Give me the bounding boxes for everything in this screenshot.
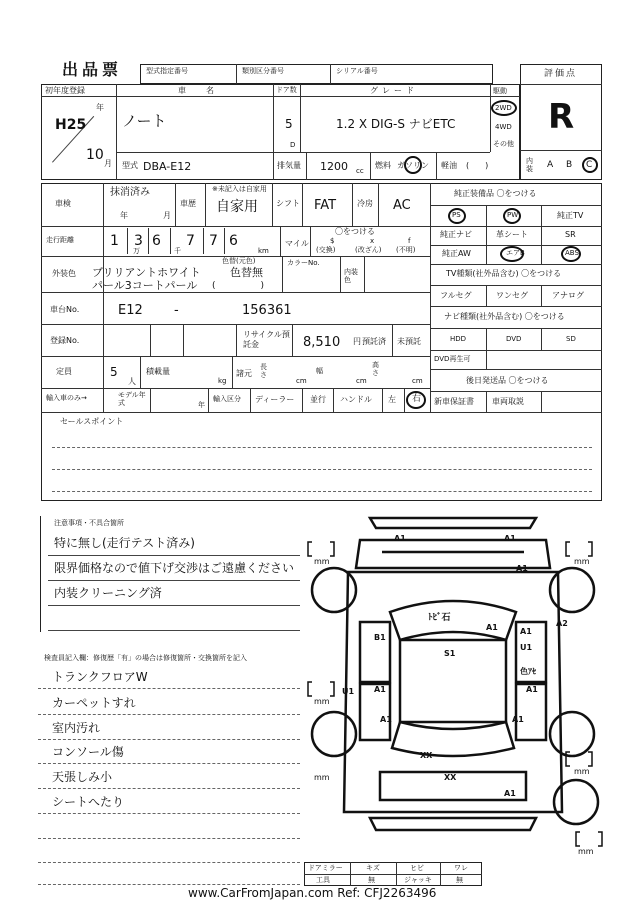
model-value: DBA-E12 (143, 160, 192, 173)
legend-break: ワレ (454, 864, 468, 872)
handle-right[interactable]: 右 (412, 394, 422, 404)
name-label: 車 名 (178, 86, 220, 95)
dims-label: 諸元 (236, 369, 252, 378)
header-id-box (140, 64, 493, 84)
recycle-paid[interactable]: 預託済 (362, 337, 386, 346)
color-no-label: カラーNo. (287, 259, 320, 267)
recycle-value: 8,510 (303, 335, 341, 350)
caution-line-1: 特に無し(走行テスト済み) (54, 536, 195, 550)
airbag-circle (500, 246, 524, 262)
caution-label: 注意事項・不具合箇所 (54, 519, 124, 527)
displacement-label: 排気量 (277, 161, 301, 170)
model-year-unit: 年 (198, 401, 205, 409)
inspector-line-4: コンソール傷 (52, 745, 124, 759)
parallel[interactable]: 並行 (310, 395, 326, 404)
caution-line-2: 限界価格なので値下げ交渉はご遠慮ください (54, 561, 295, 575)
chassis-number: 156361 (242, 303, 292, 318)
legend-scratch: キズ (366, 864, 380, 872)
height-unit: cm (412, 377, 423, 385)
recycle-label: リサイクル預託金 (243, 330, 290, 349)
mileage-label: 走行距離 (46, 236, 74, 244)
inspection-label: 車検 (55, 199, 71, 208)
model-year-label: モデル年式 (118, 391, 146, 407)
usage-value: 自家用 (216, 199, 258, 215)
mark-5: A1 (486, 623, 498, 632)
load-label: 積載量 (146, 367, 170, 376)
length-label: 長さ (260, 363, 267, 379)
inspection-value: 抹消済み (110, 187, 150, 198)
dealer[interactable]: ディーラー (255, 395, 295, 404)
legend-mirror: ドアミラー (308, 864, 343, 872)
mark-4: ﾄﾋﾞ石 (428, 613, 451, 623)
mm-label-2: mm (574, 557, 590, 566)
mark-11: 色ｱｾ (520, 667, 536, 676)
drive-2wd[interactable]: 2WD (495, 104, 512, 112)
mark-x: x (370, 237, 375, 245)
width-unit: cm (356, 377, 367, 385)
load-unit: kg (218, 377, 227, 385)
seats-unit: 人 (128, 377, 136, 386)
inspector-line-1: トランクフロアW (52, 670, 148, 684)
handle-circle (406, 391, 426, 409)
fuel-other[interactable]: ( ) (466, 161, 489, 170)
interior-label: 内装 (526, 157, 533, 173)
month-unit: 月 (104, 159, 112, 168)
usage-note: ※未記入は自家用 (212, 185, 267, 193)
opt-genuine-navi[interactable]: 純正ナビ (440, 230, 472, 239)
mark-14: A1 (374, 685, 386, 694)
category-label: 類別区分番号 (242, 67, 284, 75)
mark-exchange[interactable]: (交換) (316, 246, 336, 254)
chassis-label: 車台No. (50, 305, 80, 314)
color-value-1: ブリリアントホワイト (92, 266, 201, 279)
displacement-value: 1200 (320, 160, 348, 173)
mark-12: A1 (526, 685, 538, 694)
fuel-diesel[interactable]: 軽油 (441, 161, 457, 170)
ps-circle (448, 208, 466, 224)
grade-label: グレード (370, 86, 418, 95)
mileage-digit-2: 3 (134, 233, 143, 249)
interior-color-label: 内装色 (344, 268, 358, 285)
manual[interactable]: 車両取説 (492, 397, 524, 406)
mark-7: B1 (374, 633, 386, 642)
color-label: 外装色 (52, 269, 76, 278)
inspection-month-unit: 月 (163, 211, 171, 220)
abs-circle (561, 246, 581, 262)
mm-label-1: mm (314, 557, 330, 566)
navi-title: ナビ種類(社外品含む) 〇をつける (444, 312, 565, 321)
import-label: 輸入車のみ→ (46, 394, 87, 402)
mileage-digit-5: 7 (209, 233, 218, 249)
warranty[interactable]: 新車保証書 (434, 397, 474, 406)
ac-label: 冷房 (357, 199, 373, 208)
pw-circle (503, 208, 521, 224)
mark-10: A1 (520, 627, 532, 636)
navi-hdd[interactable]: HDD (450, 335, 467, 343)
legend-crack: ヒビ (410, 864, 424, 872)
doors-value: 5 (285, 117, 293, 131)
fuel-gas[interactable]: ガソリン (397, 161, 429, 170)
import-type-label: 輸入区分 (213, 395, 241, 403)
fuel-label: 燃料 (375, 161, 391, 170)
mark-6: A2 (556, 619, 568, 628)
seats-value: 5 (110, 365, 118, 379)
tv-oneseg[interactable]: ワンセグ (496, 291, 528, 300)
shift-value: FAT (314, 198, 337, 213)
opt-airbag[interactable]: エアB (506, 249, 525, 257)
rating-label: 評価点 (544, 69, 578, 79)
color-change-value: 色替無 (230, 266, 263, 279)
inspector-line-5: 天張しみ小 (52, 770, 113, 784)
mark-16: A1 (512, 715, 524, 724)
first-reg-year: H25 (55, 117, 87, 133)
mile-label: マイル (285, 239, 309, 248)
opt-pw[interactable]: PW (507, 211, 519, 219)
dvd-player[interactable]: DVD再生可 (434, 355, 471, 363)
doors-label: ドア数 (276, 86, 297, 94)
mileage-digit-6: 6 (229, 233, 238, 249)
year-unit: 年 (96, 103, 104, 112)
mm-label-4: mm (314, 773, 330, 782)
drive-other[interactable]: その他 (493, 140, 514, 148)
model-label: 型式 (122, 161, 138, 170)
mark-13: U1 (342, 687, 355, 696)
handle-left[interactable]: 左 (388, 395, 396, 404)
interior-b[interactable]: B (566, 160, 573, 170)
legend-jack: ジャッキ (404, 876, 432, 884)
handle-label: ハンドル (340, 395, 372, 404)
shift-label: シフト (276, 199, 300, 208)
inspection-year-unit: 年 (120, 211, 128, 220)
mark-18: XX (444, 773, 457, 782)
page-title: 出品票 (62, 60, 123, 79)
model-cert-label: 型式指定番号 (146, 67, 188, 75)
drive-4wd[interactable]: 4WD (495, 123, 512, 131)
opt-abs[interactable]: ABS (565, 249, 579, 257)
mark-9: U1 (520, 643, 533, 652)
tv-analog[interactable]: アナログ (552, 291, 584, 300)
chassis-dash: - (174, 303, 179, 318)
caution-line-3: 内装クリーニング済 (54, 586, 162, 600)
interior-c[interactable]: C (586, 160, 593, 170)
height-label: 高さ (372, 361, 379, 377)
mark-3: A1 (516, 564, 528, 573)
length-unit: cm (296, 377, 307, 385)
opt-genuine-tv[interactable]: 純正TV (557, 211, 584, 220)
mm-label-3: mm (314, 697, 330, 706)
navi-dvd[interactable]: DVD (506, 335, 522, 343)
sales-point-label: セールスポイント (60, 417, 124, 426)
displacement-unit: cc (356, 167, 364, 175)
mark-altered[interactable]: (改ざん) (355, 246, 382, 254)
serial-label: シリアル番号 (336, 67, 378, 75)
opt-sr[interactable]: SR (565, 230, 576, 239)
inspector-line-3: 室内汚れ (52, 721, 101, 735)
ac-value: AC (393, 198, 411, 213)
grade-value: 1.2 X DIG-S ナビETC (336, 117, 456, 131)
man-unit: 万 (133, 247, 140, 255)
color-value-2: パール3コートパール (92, 279, 198, 292)
first-reg-month: 10 (86, 147, 104, 163)
first-reg-label: 初年度登録 (45, 86, 85, 95)
seats-label: 定員 (56, 367, 72, 376)
mileage-digit-4: 7 (186, 233, 195, 249)
mileage-digit-1: 1 (110, 233, 119, 249)
usage-label: 車歴 (180, 199, 196, 208)
opt-genuine-aw[interactable]: 純正AW (442, 249, 471, 258)
door-unit: D (290, 141, 296, 149)
mark-unknown-sym: f (408, 237, 411, 245)
tv-title: TV種類(社外品含む) 〇をつける (446, 269, 562, 278)
genuine-title: 純正装備品 〇をつける (454, 189, 537, 198)
sen-unit: 千 (174, 247, 181, 255)
recycle-unpaid[interactable]: 未預託 (397, 337, 421, 346)
drive-label: 駆動 (493, 87, 507, 95)
mark-15: A1 (380, 715, 392, 724)
mileage-digit-3: 6 (152, 233, 161, 249)
reg-label: 登録No. (50, 336, 80, 345)
mark-label: 〇をつける (335, 227, 375, 236)
color-paren: ( ) (212, 281, 265, 291)
chassis-prefix: E12 (118, 303, 143, 318)
mark-8: S1 (444, 649, 456, 658)
mark-unknown[interactable]: (不明) (396, 246, 416, 254)
car-name: ノート (122, 112, 167, 130)
mm-label-5: mm (574, 767, 590, 776)
mark-dollar: $ (330, 237, 335, 245)
fuel-circle (404, 156, 422, 174)
navi-sd[interactable]: SD (566, 335, 576, 343)
inspector-line-2: カーペットすれ (52, 696, 136, 710)
mark-2: A1 (504, 534, 516, 543)
rating-value: R (548, 97, 575, 137)
mark-1: A1 (394, 534, 406, 543)
mm-label-6: mm (578, 847, 594, 856)
opt-ps[interactable]: PS (452, 211, 461, 219)
recycle-unit: 円 (353, 337, 361, 346)
mark-19: A1 (504, 789, 516, 798)
legend-tool: 工具 (316, 876, 330, 884)
watermark: www.CarFromJapan.com Ref: CFJ2263496 (184, 887, 440, 899)
interior-a[interactable]: A (547, 160, 554, 170)
car-damage-diagram (300, 512, 606, 882)
legend-jack-value: 無 (456, 876, 463, 884)
inspector-line-6: シートへたり (52, 795, 125, 809)
color-change-label: 色替(元色) (222, 257, 256, 265)
interior-circle (582, 157, 598, 173)
inspector-label: 検査員記入欄：修復歴「有」の場合は修復箇所・交換箇所を記入 (44, 654, 247, 662)
aftermarket-title: 後日発送品 〇をつける (466, 376, 549, 385)
width-label: 幅 (316, 367, 323, 375)
tv-fullseg[interactable]: フルセグ (440, 291, 472, 300)
legend-tool-value: 無 (368, 876, 375, 884)
km-unit: km (258, 247, 269, 255)
opt-leather[interactable]: 革シート (496, 230, 528, 239)
mark-17: XX (420, 751, 433, 760)
